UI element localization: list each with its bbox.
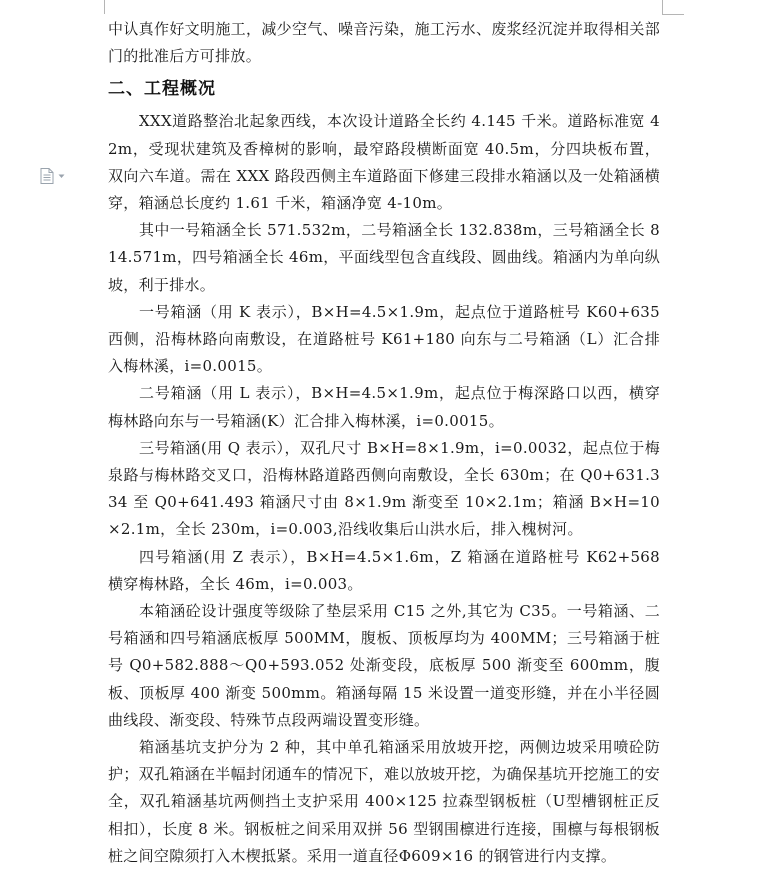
chevron-down-icon <box>58 174 65 179</box>
paragraph-culvert-z: 四号箱涵(用 Z 表示），B×H=4.5×1.6m，Z 箱涵在道路桩号 K62+568 横穿梅林路，全长 46m，i=0.003。 <box>108 547 660 593</box>
paragraph-culvert-k: 一号箱涵（用 K 表示），B×H=4.5×1.9m，起点位于道路桩号 K60+635 西侧，沿梅林路向南敷设，在道路桩号 K61+180 向东与二号箱涵（L）汇合排入梅林溪，i=0.0015。 <box>108 302 660 376</box>
paragraph-options-button[interactable] <box>40 168 68 184</box>
paragraph-culvert-lengths: 其中一号箱涵全长 571.532m，二号箱涵全长 132.838m，三号箱涵全长 814.571m，四号箱涵全长 46m，平面线型包含直线段、圆曲线。箱涵内为单向纵坡，利于排水。 <box>108 221 660 294</box>
paragraph-culvert-q: 三号箱涵(用 Q 表示），双孔尺寸 B×H=8×1.9m，i=0.0032，起点位于梅泉路与梅林路交叉口，沿梅林路道路西侧向南敷设，全长 630m；在 Q0+631.334 至 Q0+641.493 箱涵尺寸由 8×1.9m 渐变至 10×2.1m；箱涵 B×H=10×2.1m，全长 230m，i=0.003,沿线收集后山洪水后，排入槐树河。 <box>108 438 660 539</box>
crop-mark-left <box>104 0 105 14</box>
crop-mark-right <box>662 0 663 14</box>
paragraph-culvert-l: 二号箱涵（用 L 表示），B×H=4.5×1.9m，起点位于梅深路口以西，横穿梅林路向东与一号箱涵(K）汇合排入梅林溪，i=0.0015。 <box>108 384 660 430</box>
document-icon <box>40 168 54 184</box>
section-heading-project-overview: 二、工程概况 <box>108 79 216 100</box>
paragraph-road-overview: XXX道路整治北起象西线，本次设计道路全长约 4.145 千米。道路标准宽 42m，受现状建筑及香樟树的影响，最窄路段横断面宽 40.5m，分四块板布置，双向六车道。需在 XXX 路段西侧主车道路面下修建三段排水箱涵以及一处箱涵横穿，箱涵总长度约 1.61 千米，箱涵净宽 4-10m。 <box>108 112 660 213</box>
paragraph-concrete-grade: 本箱涵砼设计强度等级除了垫层采用 C15 之外,其它为 C35。一号箱涵、二号箱涵和四号箱涵底板厚 500MM，腹板、顶板厚均为 400MM；三号箱涵于桩号 Q0+582.888～Q0+593.052 处渐变段，底板厚 500 渐变至 600mm，腹板、顶板厚 400 渐变 500mm。箱涵每隔 15 米设置一道变形缝，并在小半径圆曲线段、渐变段、特殊节点段两端设置变形缝。 <box>108 602 660 729</box>
paragraph-foundation-support: 箱涵基坑支护分为 2 种，其中单孔箱涵采用放坡开挖，两侧边坡采用喷砼防护；双孔箱涵在半幅封闭通车的情况下，难以放坡开挖，为确保基坑开挖施工的安全，双孔箱涵基坑两侧挡土支护采用 400×125 拉森型钢板桩（U型槽钢桩正反相扣），长度 8 米。钢板桩之间采用双拼 56 型钢围檩进行连接，围檩与每根钢板桩之间空隙须打入木楔抵紧。采用一道直径Φ609×16 的钢管进行内支撑。 <box>108 738 660 865</box>
paragraph-intro-tail: 中认真作好文明施工，减少空气、噪音污染，施工污水、废浆经沉淀并取得相关部门的批准后方可排放。 <box>108 20 660 66</box>
crop-mark-right-horizontal <box>662 14 684 15</box>
document-body <box>108 16 660 870</box>
